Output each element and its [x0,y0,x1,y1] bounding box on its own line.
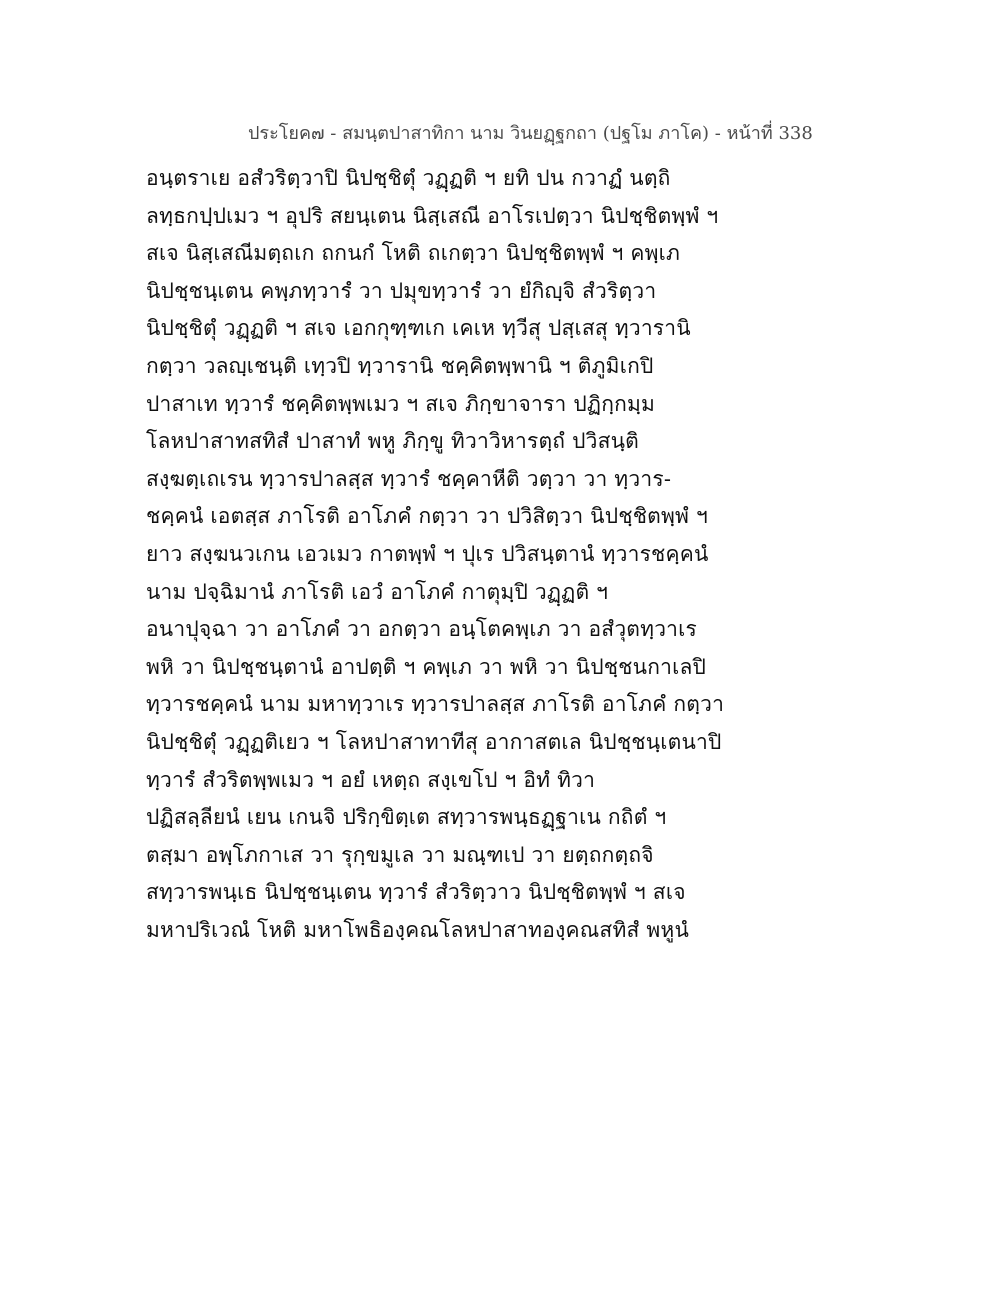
text-line: ตสฺมา อพฺโภกาเส วา รุกฺขมูเล วา มณฺฑเป วา ยตฺถกตฺถจิ [146,842,654,867]
text-line: นาม ปจฺฉิมานํ ภาโรติ เอวํ อาโภคํ กาตุมฺปิ วฏฺฏติ ฯ [146,579,609,604]
text-line: นิปชฺชิตุํ วฏฺฏติเยว ฯ โลหปาสาทาทีสุ อากาสตเล นิปชฺชนฺเตนาปิ [146,729,722,754]
text-line: โลหปาสาทสทิสํ ปาสาทํ พหู ภิกฺขู ทิวาวิหารตฺถํ ปวิสนฺติ [146,429,640,454]
text-line: อนาปุจฺฉา วา อาโภคํ วา อกตฺวา อนฺโตคพฺเภ วา อสํวุตทฺวาเร [146,617,698,642]
text-line: ปาสาเท ทฺวารํ ชคฺคิตพฺพเมว ฯ สเจ ภิกฺขาจารา ปฏิกฺกมฺม [146,391,656,416]
text-line: สทฺวารพนฺเธ นิปชฺชนฺเตน ทฺวารํ สํวริตฺวาว นิปชฺชิตพฺพํ ฯ สเจ [146,880,686,905]
body-text [146,160,866,949]
text-line: ปฏิสลฺลียนํ เยน เกนจิ ปริกฺขิตฺเต สทฺวารพนฺธฏฺฐาเน กถิตํ ฯ [146,805,667,830]
text-line: นิปชฺชนฺเตน คพฺภทฺวารํ วา ปมุขทฺวารํ วา ยํกิญฺจิ สํวริตฺวา [146,278,657,303]
text-line: สงฺฆตฺเถเรน ทฺวารปาลสฺส ทฺวารํ ชคฺคาหีติ วตฺวา วา ทฺวาร- [146,466,672,491]
text-line: สเจ นิสฺเสณีมตฺถเก ถกนกํ โหติ ถเกตฺวา นิปชฺชิตพฺพํ ฯ คพฺเภ [146,241,681,266]
text-line: ยาว สงฺฆนวเกน เอวเมว กาตพฺพํ ฯ ปุเร ปวิสนฺตานํ ทฺวารชคฺคนํ [146,541,709,566]
text-line: ลทฺธกปฺปเมว ฯ อุปริ สยนฺเตน นิสฺเสณี อาโรเปตฺวา นิปชฺชิตพฺพํ ฯ [146,203,719,228]
text-line: ชคฺคนํ เอตสฺส ภาโรติ อาโภคํ กตฺวา วา ปวิสิตฺวา นิปชฺชิตพฺพํ ฯ [146,504,708,529]
running-header: ประโยค๗ - สมนฺตปาสาทิกา นาม วินยฏฺฐกถา (ปฐโม ภาโค) - หน้าที่ 338 [248,123,813,144]
text-line: นิปชฺชิตุํ วฏฺฏติ ฯ สเจ เอกกุฑฺฑเก เคเห ทฺวีสุ ปสฺเสสุ ทฺวารานิ [146,316,691,341]
text-line: กตฺวา วลญฺเชนฺติ เทฺวปิ ทฺวารานิ ชคฺคิตพฺพานิ ฯ ติภูมิเกปิ [146,353,654,378]
text-line: ทฺวารํ สํวริตพฺพเมว ฯ อยํ เหตฺถ สงฺเขโป ฯ อิทํ ทิวา [146,767,596,792]
text-line: มหาปริเวณํ โหติ มหาโพธิองฺคณโลหปาสาทองฺคณสทิสํ พหูนํ [146,917,690,942]
text-line: พหิ วา นิปชฺชนฺตานํ อาปตฺติ ฯ คพฺเภ วา พหิ วา นิปชฺชนกาเลปิ [146,654,707,679]
text-line: อนฺตราเย อสํวริตฺวาปิ นิปชฺชิตุํ วฏฺฏติ ฯ ยทิ ปน กวาฏํ นตฺถิ [146,166,671,190]
text-line: ทฺวารชคฺคนํ นาม มหาทฺวาเร ทฺวารปาลสฺส ภาโรติ อาโภคํ กตฺวา [146,692,725,717]
